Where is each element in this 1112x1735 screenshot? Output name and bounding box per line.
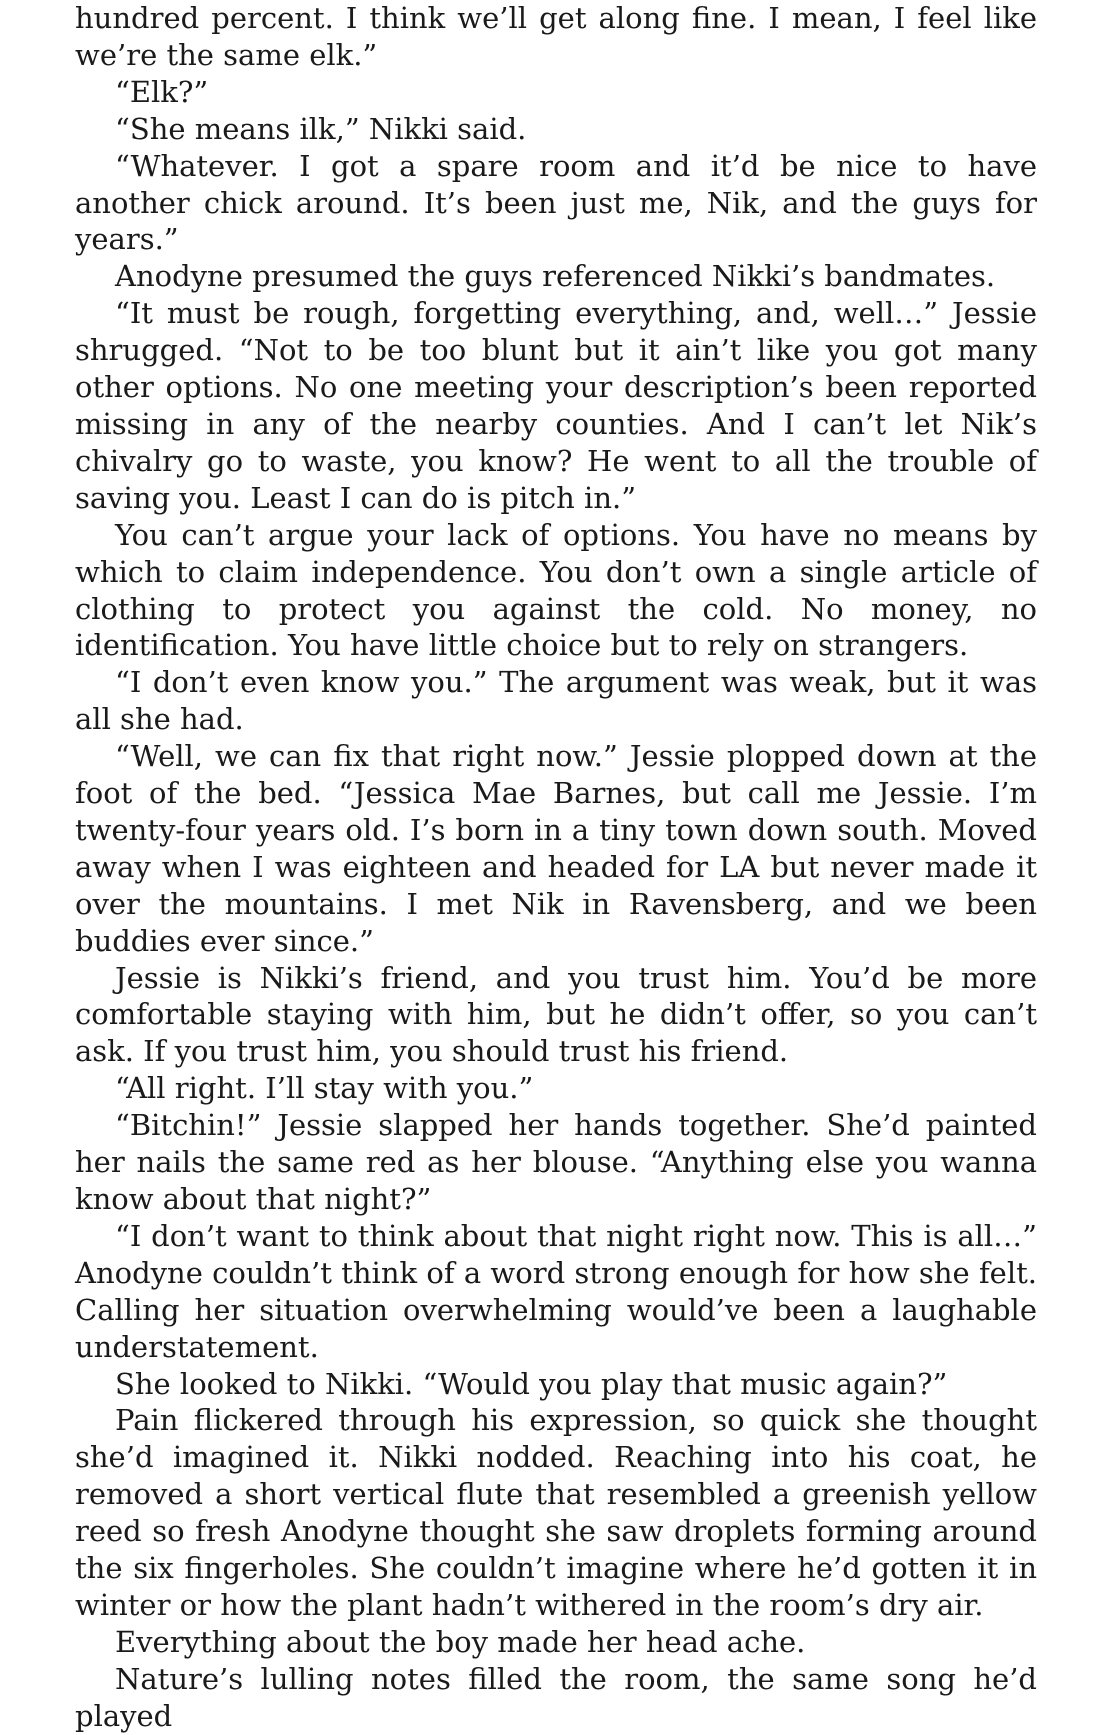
paragraph: “All right. I’ll stay with you.” — [115, 1071, 534, 1106]
paragraph: “It must be rough, forgetting everything, and, well…” Jessie shrugged. “Not to be too blunt but it ain’t like you got many other options. No one meeting your description’s been reported missing in any of the nearby counties. And I can’t let Nik’s chivalry go to waste, you know? He went to all the trouble of saving you. Least I can do is pitch in.” — [75, 296, 1037, 515]
paragraph: “Whatever. I got a spare room and it’d be nice to have another chick around. It’s been just me, Nik, and the guys for years.” — [75, 148, 1037, 257]
paragraph: “I don’t want to think about that night right now. This is all…” Anodyne couldn’t think of a word strong enough for how she felt. Calling her situation overwhelming would’ve been a laughable understatement. — [75, 1218, 1037, 1364]
paragraph: “Elk?” — [115, 74, 209, 109]
paragraph: Everything about the boy made her head ache. — [115, 1624, 806, 1659]
paragraph: Pain flickered through his expression, so quick she thought she’d imagined it. Nikki nodded. Reaching into his coat, he removed a short vertical flute that resembled a greenish yellow reed so fresh Anodyne thought she saw droplets forming around the six fingerholes. She couldn’t imagine where he’d gotten it in winter or how the plant hadn’t withered in the room’s dry air. — [75, 1403, 1037, 1622]
paragraph: “I don’t even know you.” The argument was weak, but it was all she had. — [75, 665, 1037, 737]
paragraph: “Bitchin!” Jessie slapped her hands together. She’d painted her nails the same red as her blouse. “Anything else you wanna know about that night?” — [75, 1108, 1037, 1216]
paragraph: She looked to Nikki. “Would you play that music again?” — [115, 1366, 948, 1401]
paragraph: Jessie is Nikki’s friend, and you trust him. You’d be more comfortable staying with him, but he didn’t offer, so you can’t ask. If you trust him, you should trust his friend. — [75, 960, 1037, 1069]
paragraph: You can’t argue your lack of options. You have no means by which to claim independence. You don’t own a single article of clothing to protect you against the cold. No money, no identification. You have little choice but to rely on strangers. — [75, 517, 1037, 663]
paragraph: “She means ilk,” Nikki said. — [115, 111, 527, 146]
paragraph-continued: hundred percent. I think we’ll get along fine. I mean, I feel like we’re the same elk.” — [75, 1, 1037, 72]
paragraph: Anodyne presumed the guys referenced Nikki’s bandmates. — [115, 259, 996, 294]
paragraph: “Well, we can fix that right now.” Jessie plopped down at the foot of the bed. “Jessica Mae Barnes, but call me Jessie. I’m twenty-four years old. I’s born in a tiny town down south. Moved away when I was eighteen and headed for LA but never made it over the mountains. I met Nik in Ravensberg, and we been buddies ever since.” — [75, 739, 1037, 958]
paragraph-last: Nature’s lulling notes filled the room, the same song he’d played — [75, 1661, 1037, 1733]
book-page — [75, 0, 1037, 1735]
